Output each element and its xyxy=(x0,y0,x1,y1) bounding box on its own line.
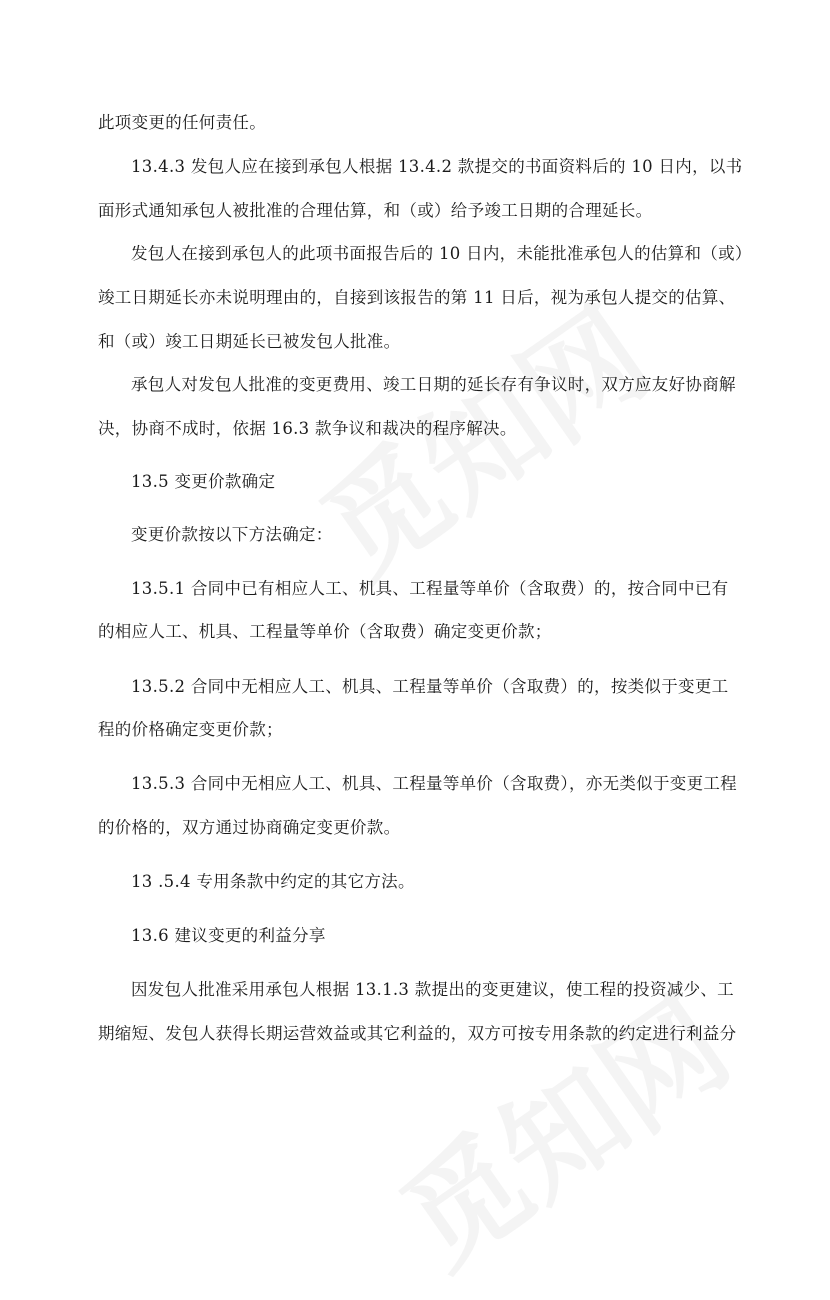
text-line-15: 13.5.3 合同中无相应人工、机具、工程量等单价（含取费），亦无类似于变更工程 xyxy=(131,774,737,793)
text-line-5: 竣工日期延长亦未说明理由的，自接到该报告的第 11 日后，视为承包人提交的估算、 xyxy=(98,288,736,307)
text-line-20: 期缩短、发包人获得长期运营效益或其它利益的，双方可按专用条款的约定进行利益分 xyxy=(98,1024,737,1043)
text-line-11: 13.5.1 合同中已有相应人工、机具、工程量等单价（含取费）的，按合同中已有 xyxy=(131,579,729,598)
text-line-3: 面形式通知承包人被批准的合理估算，和（或）给予竣工日期的合理延长。 xyxy=(98,201,653,220)
watermark-2 xyxy=(363,952,757,1299)
text-line-19: 因发包人批准采用承包人根据 13.1.3 款提出的变更建议，使工程的投资减少、工 xyxy=(131,980,734,999)
text-line-7: 承包人对发包人批准的变更费用、竣工日期的延长存有争议时，双方应友好协商解 xyxy=(131,375,736,394)
text-line-16: 的价格的，双方通过协商确定变更价款。 xyxy=(98,818,401,837)
text-line-12: 的相应人工、机具、工程量等单价（含取费）确定变更价款； xyxy=(98,622,552,641)
text-line-14: 程的价格确定变更价款； xyxy=(98,720,283,739)
text-line-8: 决，协商不成时，依据 16.3 款争议和裁决的程序解决。 xyxy=(98,419,517,438)
section-heading-13-6: 13.6 建议变更的利益分享 xyxy=(131,926,326,945)
text-line-13: 13.5.2 合同中无相应人工、机具、工程量等单价（含取费）的，按类似于变更工 xyxy=(131,677,729,696)
section-heading-13-5: 13.5 变更价款确定 xyxy=(131,472,276,491)
text-line-2: 13.4.3 发包人应在接到承包人根据 13.4.2 款提交的书面资料后的 10 日内，以书 xyxy=(131,157,743,176)
text-line-10: 变更价款按以下方法确定： xyxy=(131,525,333,544)
text-line-6: 和（或）竣工日期延长已被发包人批准。 xyxy=(98,332,401,351)
text-line-4: 发包人在接到承包人的此项书面报告后的 10 日内，未能批准承包人的估算和（或） xyxy=(131,244,752,263)
text-line-17: 13 .5.4 专用条款中约定的其它方法。 xyxy=(131,872,415,891)
text-line-1: 此项变更的任何责任。 xyxy=(98,113,266,132)
